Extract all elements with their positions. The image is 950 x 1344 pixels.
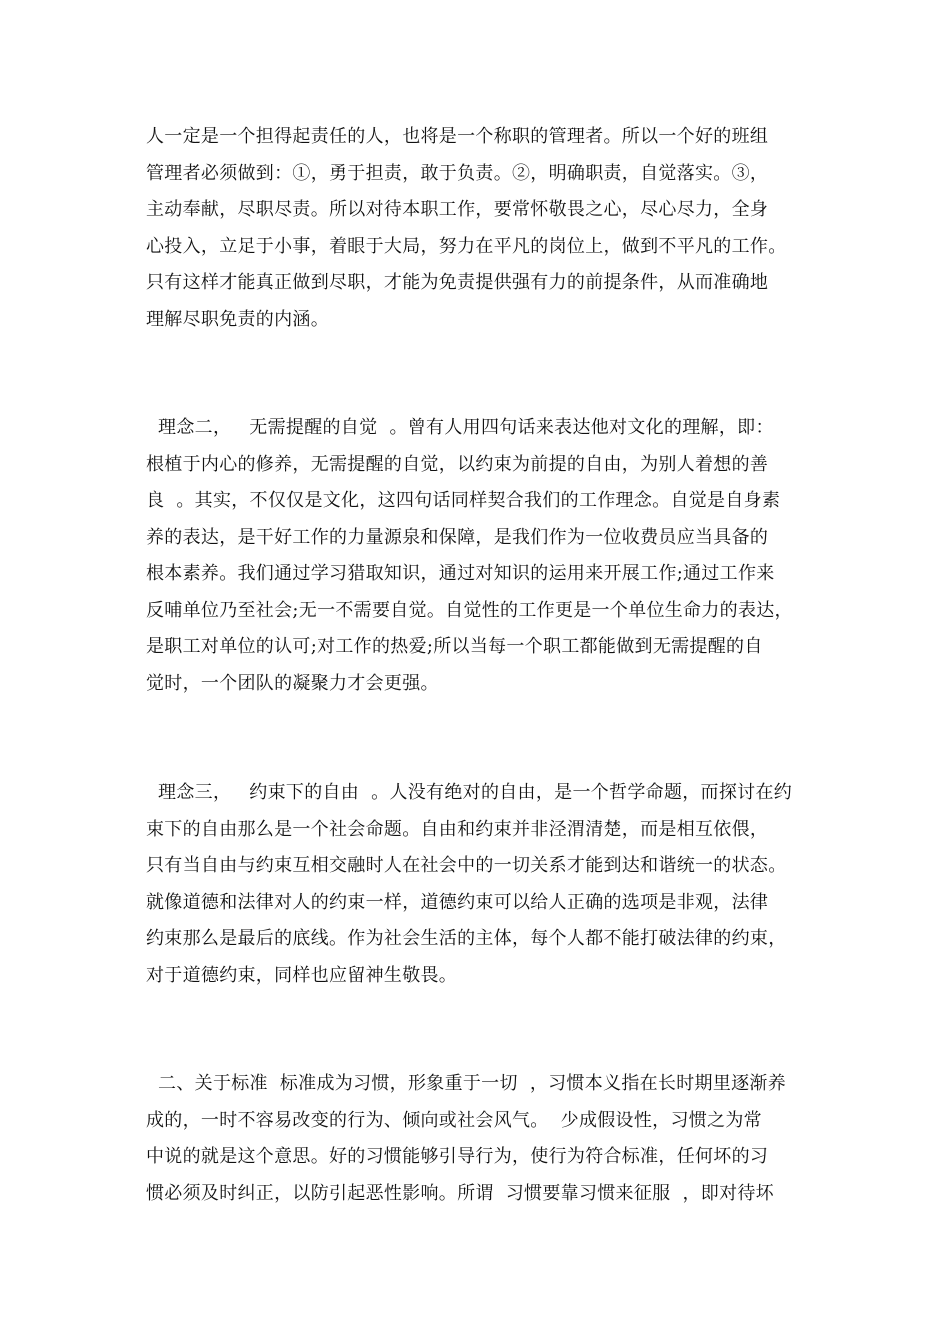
text-line: 就像道德和法律对人的约束一样，道德约束可以给人正确的选项是非观，法律 — [146, 891, 769, 913]
text-line: 惯必须及时纠正，以防引起恶性影响。所谓 习惯要靠习惯来征服 ，即对待坏 — [146, 1182, 774, 1204]
text-line: 是职工对单位的认可;对工作的热爱;所以当每一个职工都能做到无需提醒的自 — [146, 636, 763, 657]
text-line: 根本素养。我们通过学习猎取知识，通过对知识的运用来开展工作;通过工作来 — [146, 563, 775, 584]
text-line: 只有当自由与约束互相交融时人在社会中的一切关系才能到达和谐统一的状态。 — [146, 855, 787, 876]
text-line: 约束那么是最后的底线。作为社会生活的主体，每个人都不能打破法律的约束， — [146, 928, 787, 949]
text-line: 反哺单位乃至社会;无一不需要自觉。自觉性的工作更是一个单位生命力的表达， — [146, 599, 793, 621]
paragraph-concept-two — [146, 410, 836, 702]
text-line: 良 。其实，不仅仅是文化，这四句话同样契合我们的工作理念。自觉是自身素 — [146, 490, 781, 511]
paragraph-section-two-standards — [146, 1066, 836, 1212]
text-line: 养的表达，是干好工作的力量源泉和保障，是我们作为一位收费员应当具备的 — [146, 526, 769, 548]
text-line: 心投入，立足于小事，着眼于大局，努力在平凡的岗位上，做到不平凡的工作。 — [146, 235, 787, 257]
text-line: 理念二， 无需提醒的自觉 。曾有人用四句话来表达他对文化的理解，即： — [146, 417, 774, 438]
text-line: 管理者必须做到：①，勇于担责，敢于负责。②，明确职责，自觉落实。③， — [146, 162, 769, 184]
text-line: 束下的自由那么是一个社会命题。自由和约束并非泾渭清楚，而是相互依偎， — [146, 818, 769, 840]
text-line: 中说的就是这个意思。好的习惯能够引导行为，使行为符合标准，任何坏的习 — [146, 1146, 769, 1167]
text-line: 成的，一时不容易改变的行为、倾向或社会风气。 少成假设性，习惯之为常 — [146, 1109, 762, 1131]
paragraph-duty-responsibility — [146, 119, 836, 338]
text-line: 对于道德约束，同样也应留神生敬畏。 — [146, 964, 458, 986]
text-line: 主动奉献，尽职尽责。所以对待本职工作，要常怀敬畏之心，尽心尽力，全身 — [146, 199, 769, 220]
paragraph-concept-three — [146, 775, 836, 994]
text-line: 觉时，一个团队的凝聚力才会更强。 — [146, 672, 439, 694]
text-line: 人一定是一个担得起责任的人，也将是一个称职的管理者。所以一个好的班组 — [146, 126, 769, 147]
text-line: 理念三， 约束下的自由 。人没有绝对的自由，是一个哲学命题，而探讨在约 — [146, 782, 793, 803]
text-line: 根植于内心的修养，无需提醒的自觉，以约束为前提的自由，为别人着想的善 — [146, 453, 769, 475]
text-line: 理解尽职免责的内涵。 — [146, 308, 329, 330]
text-line: 只有这样才能真正做到尽职，才能为免责提供强有力的前提条件，从而准确地 — [146, 272, 769, 293]
text-line: 二、关于标准 标准成为习惯，形象重于一切 ，习惯本义指在长时期里逐渐养 — [146, 1073, 787, 1094]
